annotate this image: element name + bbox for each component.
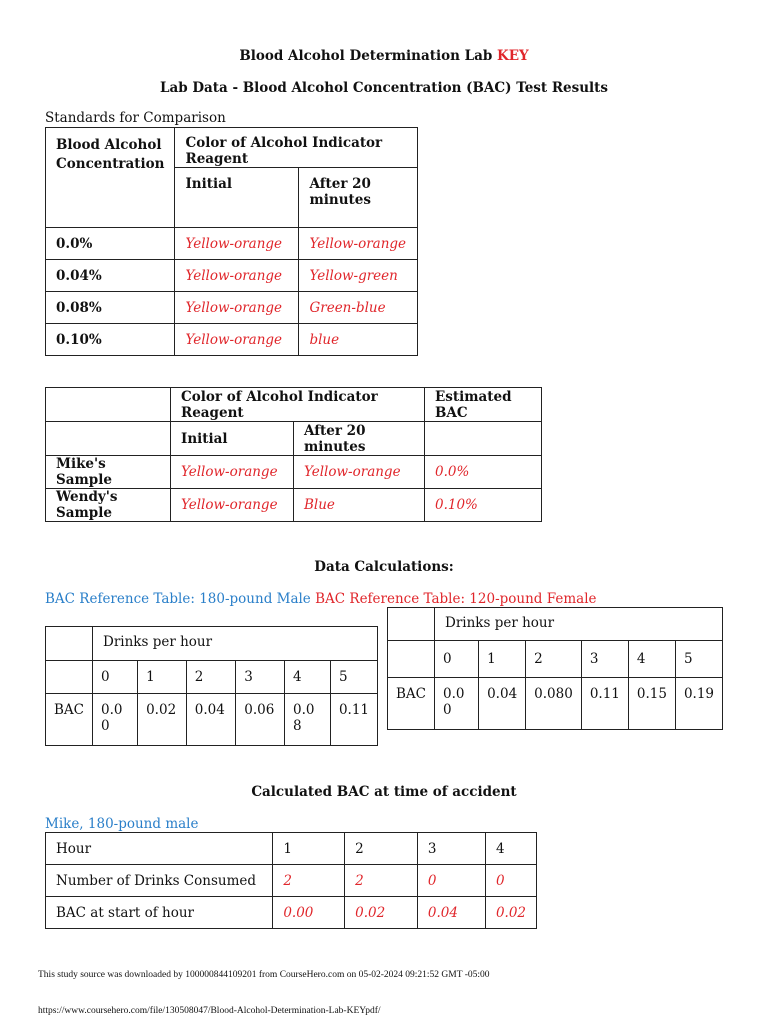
cell-bac: 0.10% xyxy=(46,324,175,356)
cell-bac: 0.02 xyxy=(345,897,418,929)
standards-col-after: After 20 minutes xyxy=(299,168,418,228)
cell-drinks: 2 xyxy=(345,865,418,897)
standards-table xyxy=(45,127,418,356)
female-bac-cell: 0.15 xyxy=(628,678,675,730)
footer-source: This study source was downloaded by 100000844109201 from CourseHero.com on 05-02-2024 09:21:52 GMT -05:00 xyxy=(38,970,490,980)
male-bac-cell: 0.02 xyxy=(138,694,187,746)
female-drinks-cell: 4 xyxy=(628,641,675,678)
male-drinks-cell: 4 xyxy=(284,661,330,694)
accident-subject: Mike, 180-pound male xyxy=(45,816,199,832)
female-drinks-cell: 5 xyxy=(675,641,722,678)
ref-labels xyxy=(45,591,597,607)
cell-hour: 3 xyxy=(417,833,485,865)
male-drinks-cell: 0 xyxy=(93,661,138,694)
female-corner xyxy=(388,608,435,641)
female-drinks-cell: 2 xyxy=(526,641,582,678)
female-bac-cell: 0.00 xyxy=(435,678,479,730)
cell-hour: 1 xyxy=(273,833,345,865)
female-bac-cell: 0.19 xyxy=(675,678,722,730)
cell-after: Yellow-orange xyxy=(294,456,425,489)
cell-drinks: 0 xyxy=(485,865,536,897)
standards-col-initial: Initial xyxy=(175,168,299,228)
accident-heading: Calculated BAC at time of accident xyxy=(251,784,517,800)
table-row xyxy=(46,897,537,929)
cell-after: Blue xyxy=(294,489,425,522)
male-bac-cell: 0.04 xyxy=(186,694,236,746)
cell-bac: 0.00 xyxy=(273,897,345,929)
male-bac-cell: 0.11 xyxy=(330,694,377,746)
female-drinks-cell: 3 xyxy=(581,641,628,678)
cell-bac: 0.04 xyxy=(417,897,485,929)
standards-col-color: Color of Alcohol Indicator Reagent xyxy=(175,128,418,168)
cell-drinks: 0 xyxy=(417,865,485,897)
cell-after: Yellow-orange xyxy=(299,228,418,260)
cell-initial: Yellow-orange xyxy=(175,260,299,292)
cell-after: Green-blue xyxy=(299,292,418,324)
ref-male-label: BAC Reference Table: 180-pound Male xyxy=(45,591,311,607)
row-label-bac: BAC at start of hour xyxy=(46,897,273,929)
accident-table xyxy=(45,832,537,929)
cell-est: 0.10% xyxy=(425,489,542,522)
footer-url[interactable]: https://www.coursehero.com/file/130508047/Blood-Alcohol-Determination-Lab-KEYpdf/ xyxy=(38,1006,381,1016)
row-label-drinks: Number of Drinks Consumed xyxy=(46,865,273,897)
cell-est: 0.0% xyxy=(425,456,542,489)
row-label-hour: Hour xyxy=(46,833,273,865)
cell-hour: 4 xyxy=(485,833,536,865)
male-bac-label: BAC xyxy=(46,694,93,746)
female-bac-cell: 0.11 xyxy=(581,678,628,730)
standards-col-bac: Blood Alcohol Concentration xyxy=(46,128,175,228)
male-corner xyxy=(46,627,93,661)
female-bac-cell: 0.04 xyxy=(479,678,526,730)
samples-col-est: Estimated BAC xyxy=(425,388,542,422)
calc-heading: Data Calculations: xyxy=(314,559,454,575)
male-bac-cell: 0.06 xyxy=(236,694,285,746)
cell-initial: Yellow-orange xyxy=(171,489,294,522)
male-drinks-cell: 1 xyxy=(138,661,187,694)
ref-female-label: BAC Reference Table: 120-pound Female xyxy=(315,591,597,607)
cell-initial: Yellow-orange xyxy=(171,456,294,489)
cell-bac: 0.04% xyxy=(46,260,175,292)
male-drinks-cell: 2 xyxy=(186,661,236,694)
female-corner-2 xyxy=(388,641,435,678)
table-row xyxy=(46,456,542,489)
samples-corner-2 xyxy=(46,422,171,456)
samples-col-initial: Initial xyxy=(171,422,294,456)
male-corner-2 xyxy=(46,661,93,694)
male-drinks-cell: 3 xyxy=(236,661,285,694)
table-row xyxy=(46,489,542,522)
male-bac-cell: 0.08 xyxy=(284,694,330,746)
male-drinks-header: Drinks per hour xyxy=(93,627,378,661)
table-row xyxy=(46,292,418,324)
cell-bac: 0.08% xyxy=(46,292,175,324)
male-bac-cell: 0.00 xyxy=(93,694,138,746)
title-text: Blood Alcohol Determination Lab xyxy=(239,48,493,64)
table-row xyxy=(46,324,418,356)
cell-initial: Yellow-orange xyxy=(175,228,299,260)
cell-sample-name: Wendy's Sample xyxy=(46,489,171,522)
title-key: KEY xyxy=(496,48,529,64)
table-row xyxy=(46,228,418,260)
male-drinks-cell: 5 xyxy=(330,661,377,694)
page-title xyxy=(0,48,768,64)
female-drinks-cell: 1 xyxy=(479,641,526,678)
cell-drinks: 2 xyxy=(273,865,345,897)
female-bac-cell: 0.080 xyxy=(526,678,582,730)
table-row xyxy=(46,833,537,865)
cell-initial: Yellow-orange xyxy=(175,324,299,356)
samples-table xyxy=(45,387,542,522)
samples-col-color: Color of Alcohol Indicator Reagent xyxy=(171,388,425,422)
samples-col-after: After 20 minutes xyxy=(294,422,425,456)
female-drinks-header: Drinks per hour xyxy=(435,608,723,641)
female-bac-label: BAC xyxy=(388,678,435,730)
table-row xyxy=(46,865,537,897)
table-row xyxy=(46,260,418,292)
female-ref-table xyxy=(387,607,723,730)
standards-caption: Standards for Comparison xyxy=(45,110,226,126)
cell-bac: 0.02 xyxy=(485,897,536,929)
male-ref-table xyxy=(45,626,378,746)
cell-hour: 2 xyxy=(345,833,418,865)
samples-corner xyxy=(46,388,171,422)
female-drinks-cell: 0 xyxy=(435,641,479,678)
cell-sample-name: Mike's Sample xyxy=(46,456,171,489)
cell-after: blue xyxy=(299,324,418,356)
samples-est-blank xyxy=(425,422,542,456)
cell-initial: Yellow-orange xyxy=(175,292,299,324)
cell-bac: 0.0% xyxy=(46,228,175,260)
cell-after: Yellow-green xyxy=(299,260,418,292)
page-subtitle: Lab Data - Blood Alcohol Concentration (BAC) Test Results xyxy=(159,80,609,96)
